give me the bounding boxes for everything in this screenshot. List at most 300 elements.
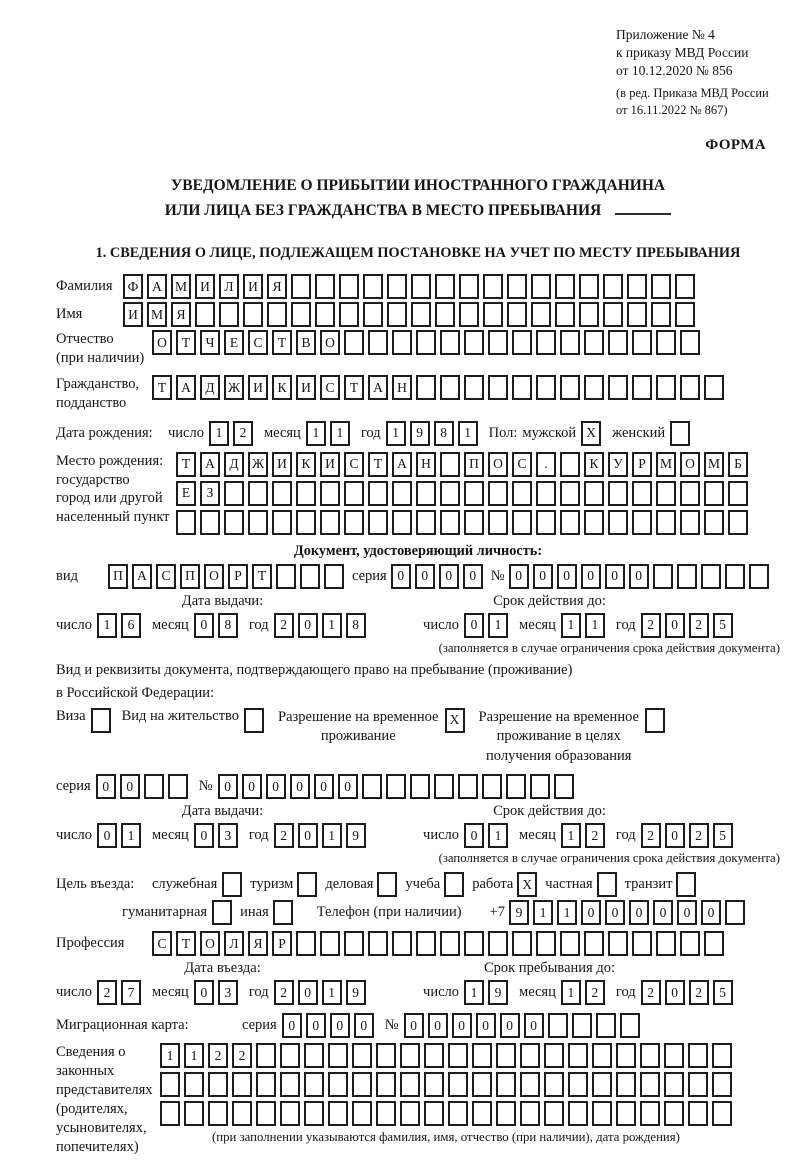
char-cell[interactable]: С — [512, 452, 532, 477]
char-cell[interactable] — [296, 481, 316, 506]
char-cell[interactable] — [387, 274, 407, 299]
char-cell[interactable]: 1 — [184, 1043, 204, 1068]
char-cell[interactable] — [208, 1101, 228, 1126]
char-cell[interactable]: 2 — [585, 980, 605, 1005]
char-cell[interactable] — [704, 375, 724, 400]
char-cell[interactable] — [344, 510, 364, 535]
char-cell[interactable] — [560, 330, 580, 355]
char-cell[interactable]: 0 — [330, 1013, 350, 1038]
residence-permit-checkbox[interactable] — [244, 708, 264, 733]
edu-residence-permit-checkbox[interactable] — [645, 708, 665, 733]
char-cell[interactable] — [568, 1043, 588, 1068]
char-cell[interactable]: О — [152, 330, 172, 355]
char-cell[interactable]: А — [176, 375, 196, 400]
char-cell[interactable] — [664, 1072, 684, 1097]
char-cell[interactable] — [608, 375, 628, 400]
char-cell[interactable] — [656, 375, 676, 400]
char-cell[interactable]: Ж — [248, 452, 268, 477]
char-cell[interactable] — [572, 1013, 592, 1038]
char-cell[interactable] — [725, 900, 745, 925]
char-cell[interactable]: 2 — [274, 613, 294, 638]
char-cell[interactable] — [168, 774, 188, 799]
char-cell[interactable] — [701, 564, 721, 589]
char-cell[interactable]: 0 — [290, 774, 310, 799]
char-cell[interactable]: 1 — [97, 613, 117, 638]
char-cell[interactable] — [328, 1101, 348, 1126]
char-cell[interactable]: 0 — [242, 774, 262, 799]
char-cell[interactable]: Р — [632, 452, 652, 477]
char-cell[interactable] — [656, 931, 676, 956]
char-cell[interactable] — [243, 302, 263, 327]
char-cell[interactable] — [507, 302, 527, 327]
purpose-business-checkbox[interactable] — [377, 872, 397, 897]
char-cell[interactable] — [688, 1043, 708, 1068]
char-cell[interactable] — [352, 1043, 372, 1068]
char-cell[interactable]: 0 — [298, 823, 318, 848]
char-cell[interactable]: 6 — [121, 613, 141, 638]
char-cell[interactable] — [416, 375, 436, 400]
char-cell[interactable]: 0 — [653, 900, 673, 925]
char-cell[interactable]: 1 — [121, 823, 141, 848]
char-cell[interactable] — [363, 274, 383, 299]
char-cell[interactable]: 0 — [557, 564, 577, 589]
char-cell[interactable]: 0 — [314, 774, 334, 799]
char-cell[interactable]: Т — [176, 452, 196, 477]
char-cell[interactable] — [482, 774, 502, 799]
char-cell[interactable] — [376, 1043, 396, 1068]
char-cell[interactable]: О — [204, 564, 224, 589]
char-cell[interactable]: И — [296, 375, 316, 400]
char-cell[interactable] — [488, 481, 508, 506]
char-cell[interactable]: 2 — [689, 980, 709, 1005]
char-cell[interactable]: 1 — [561, 823, 581, 848]
char-cell[interactable]: 0 — [463, 564, 483, 589]
char-cell[interactable] — [424, 1101, 444, 1126]
char-cell[interactable]: 0 — [439, 564, 459, 589]
char-cell[interactable]: А — [147, 274, 167, 299]
char-cell[interactable] — [608, 510, 628, 535]
char-cell[interactable]: 0 — [677, 900, 697, 925]
char-cell[interactable]: 9 — [509, 900, 529, 925]
char-cell[interactable] — [440, 510, 460, 535]
char-cell[interactable] — [296, 510, 316, 535]
char-cell[interactable] — [416, 510, 436, 535]
char-cell[interactable] — [368, 330, 388, 355]
char-cell[interactable] — [272, 481, 292, 506]
char-cell[interactable] — [320, 931, 340, 956]
char-cell[interactable]: Ф — [123, 274, 143, 299]
char-cell[interactable]: С — [320, 375, 340, 400]
char-cell[interactable] — [304, 1043, 324, 1068]
char-cell[interactable]: 2 — [274, 980, 294, 1005]
char-cell[interactable] — [320, 510, 340, 535]
char-cell[interactable]: Я — [267, 274, 287, 299]
char-cell[interactable] — [728, 510, 748, 535]
char-cell[interactable]: 0 — [428, 1013, 448, 1038]
temp-residence-permit-checkbox[interactable]: X — [445, 708, 465, 733]
char-cell[interactable] — [584, 931, 604, 956]
char-cell[interactable] — [704, 510, 724, 535]
char-cell[interactable] — [488, 510, 508, 535]
char-cell[interactable]: 0 — [298, 613, 318, 638]
char-cell[interactable] — [680, 931, 700, 956]
char-cell[interactable] — [267, 302, 287, 327]
char-cell[interactable]: 1 — [585, 613, 605, 638]
char-cell[interactable]: Н — [392, 375, 412, 400]
char-cell[interactable]: 0 — [464, 613, 484, 638]
char-cell[interactable] — [560, 481, 580, 506]
char-cell[interactable] — [296, 931, 316, 956]
char-cell[interactable] — [544, 1043, 564, 1068]
char-cell[interactable]: 2 — [641, 823, 661, 848]
char-cell[interactable] — [339, 274, 359, 299]
char-cell[interactable] — [392, 931, 412, 956]
char-cell[interactable] — [603, 302, 623, 327]
char-cell[interactable]: 0 — [533, 564, 553, 589]
char-cell[interactable] — [386, 774, 406, 799]
char-cell[interactable] — [656, 510, 676, 535]
char-cell[interactable] — [536, 330, 556, 355]
char-cell[interactable] — [512, 510, 532, 535]
char-cell[interactable]: 2 — [585, 823, 605, 848]
char-cell[interactable] — [584, 330, 604, 355]
char-cell[interactable] — [544, 1072, 564, 1097]
char-cell[interactable] — [632, 330, 652, 355]
char-cell[interactable] — [496, 1072, 516, 1097]
char-cell[interactable]: 0 — [464, 823, 484, 848]
char-cell[interactable] — [276, 564, 296, 589]
char-cell[interactable]: Д — [224, 452, 244, 477]
char-cell[interactable] — [339, 302, 359, 327]
purpose-private-checkbox[interactable] — [597, 872, 617, 897]
char-cell[interactable] — [616, 1101, 636, 1126]
char-cell[interactable] — [536, 931, 556, 956]
char-cell[interactable]: 1 — [306, 421, 326, 446]
char-cell[interactable]: О — [680, 452, 700, 477]
char-cell[interactable] — [675, 302, 695, 327]
char-cell[interactable] — [248, 510, 268, 535]
char-cell[interactable]: Т — [176, 931, 196, 956]
char-cell[interactable]: 0 — [338, 774, 358, 799]
char-cell[interactable]: С — [156, 564, 176, 589]
char-cell[interactable] — [712, 1043, 732, 1068]
char-cell[interactable] — [506, 774, 526, 799]
char-cell[interactable]: 0 — [266, 774, 286, 799]
char-cell[interactable] — [530, 774, 550, 799]
char-cell[interactable]: 2 — [232, 1043, 252, 1068]
char-cell[interactable]: 0 — [194, 980, 214, 1005]
char-cell[interactable] — [195, 302, 215, 327]
char-cell[interactable] — [472, 1043, 492, 1068]
char-cell[interactable] — [568, 1101, 588, 1126]
char-cell[interactable] — [344, 931, 364, 956]
purpose-transit-checkbox[interactable] — [676, 872, 696, 897]
char-cell[interactable] — [328, 1072, 348, 1097]
char-cell[interactable]: Т — [152, 375, 172, 400]
char-cell[interactable] — [256, 1072, 276, 1097]
char-cell[interactable] — [483, 302, 503, 327]
char-cell[interactable] — [160, 1072, 180, 1097]
char-cell[interactable]: М — [656, 452, 676, 477]
char-cell[interactable]: С — [248, 330, 268, 355]
char-cell[interactable] — [219, 302, 239, 327]
char-cell[interactable]: 0 — [194, 823, 214, 848]
char-cell[interactable]: 1 — [533, 900, 553, 925]
char-cell[interactable] — [512, 931, 532, 956]
char-cell[interactable] — [555, 302, 575, 327]
char-cell[interactable]: 8 — [218, 613, 238, 638]
char-cell[interactable] — [496, 1101, 516, 1126]
char-cell[interactable] — [416, 931, 436, 956]
char-cell[interactable] — [688, 1072, 708, 1097]
char-cell[interactable] — [483, 274, 503, 299]
char-cell[interactable] — [416, 330, 436, 355]
char-cell[interactable]: 0 — [415, 564, 435, 589]
char-cell[interactable]: А — [132, 564, 152, 589]
char-cell[interactable] — [656, 330, 676, 355]
char-cell[interactable] — [632, 510, 652, 535]
char-cell[interactable] — [392, 330, 412, 355]
char-cell[interactable] — [651, 274, 671, 299]
char-cell[interactable] — [256, 1043, 276, 1068]
char-cell[interactable]: О — [488, 452, 508, 477]
char-cell[interactable] — [232, 1072, 252, 1097]
char-cell[interactable] — [400, 1101, 420, 1126]
char-cell[interactable]: А — [368, 375, 388, 400]
char-cell[interactable] — [208, 1072, 228, 1097]
char-cell[interactable]: 0 — [581, 564, 601, 589]
char-cell[interactable]: 0 — [665, 613, 685, 638]
char-cell[interactable]: С — [152, 931, 172, 956]
char-cell[interactable]: Я — [171, 302, 191, 327]
char-cell[interactable]: 0 — [509, 564, 529, 589]
char-cell[interactable] — [596, 1013, 616, 1038]
char-cell[interactable]: И — [272, 452, 292, 477]
char-cell[interactable]: 0 — [629, 900, 649, 925]
char-cell[interactable] — [560, 452, 580, 477]
char-cell[interactable]: И — [248, 375, 268, 400]
char-cell[interactable] — [352, 1101, 372, 1126]
char-cell[interactable]: 0 — [282, 1013, 302, 1038]
char-cell[interactable] — [459, 274, 479, 299]
char-cell[interactable] — [315, 274, 335, 299]
purpose-tourism-checkbox[interactable] — [297, 872, 317, 897]
char-cell[interactable] — [531, 302, 551, 327]
char-cell[interactable] — [368, 481, 388, 506]
char-cell[interactable]: П — [108, 564, 128, 589]
char-cell[interactable]: 1 — [322, 613, 342, 638]
char-cell[interactable] — [440, 330, 460, 355]
char-cell[interactable]: Д — [200, 375, 220, 400]
char-cell[interactable] — [224, 481, 244, 506]
char-cell[interactable] — [411, 302, 431, 327]
char-cell[interactable]: 8 — [434, 421, 454, 446]
char-cell[interactable] — [464, 375, 484, 400]
char-cell[interactable]: С — [344, 452, 364, 477]
char-cell[interactable]: 0 — [665, 980, 685, 1005]
char-cell[interactable]: 1 — [330, 421, 350, 446]
char-cell[interactable]: 1 — [322, 980, 342, 1005]
char-cell[interactable] — [512, 330, 532, 355]
char-cell[interactable] — [434, 774, 454, 799]
char-cell[interactable]: 0 — [581, 900, 601, 925]
char-cell[interactable] — [400, 1072, 420, 1097]
char-cell[interactable] — [536, 510, 556, 535]
char-cell[interactable] — [472, 1101, 492, 1126]
char-cell[interactable]: 1 — [386, 421, 406, 446]
char-cell[interactable] — [555, 274, 575, 299]
char-cell[interactable] — [608, 931, 628, 956]
char-cell[interactable] — [592, 1043, 612, 1068]
char-cell[interactable]: О — [200, 931, 220, 956]
char-cell[interactable] — [184, 1072, 204, 1097]
char-cell[interactable] — [440, 452, 460, 477]
char-cell[interactable]: К — [272, 375, 292, 400]
char-cell[interactable] — [548, 1013, 568, 1038]
char-cell[interactable]: Л — [219, 274, 239, 299]
char-cell[interactable]: 9 — [346, 980, 366, 1005]
char-cell[interactable]: 0 — [120, 774, 140, 799]
char-cell[interactable]: 0 — [476, 1013, 496, 1038]
purpose-other-checkbox[interactable] — [273, 900, 293, 925]
char-cell[interactable]: П — [180, 564, 200, 589]
char-cell[interactable]: 0 — [665, 823, 685, 848]
char-cell[interactable] — [640, 1072, 660, 1097]
char-cell[interactable]: М — [147, 302, 167, 327]
char-cell[interactable] — [435, 302, 455, 327]
char-cell[interactable] — [232, 1101, 252, 1126]
char-cell[interactable] — [304, 1101, 324, 1126]
char-cell[interactable]: 0 — [306, 1013, 326, 1038]
char-cell[interactable]: Я — [248, 931, 268, 956]
char-cell[interactable] — [616, 1043, 636, 1068]
char-cell[interactable]: 0 — [404, 1013, 424, 1038]
char-cell[interactable]: 3 — [218, 980, 238, 1005]
char-cell[interactable] — [464, 510, 484, 535]
char-cell[interactable] — [712, 1101, 732, 1126]
char-cell[interactable] — [410, 774, 430, 799]
char-cell[interactable] — [680, 510, 700, 535]
char-cell[interactable]: 0 — [701, 900, 721, 925]
char-cell[interactable]: А — [200, 452, 220, 477]
char-cell[interactable] — [464, 481, 484, 506]
char-cell[interactable] — [315, 302, 335, 327]
char-cell[interactable]: 1 — [209, 421, 229, 446]
char-cell[interactable] — [725, 564, 745, 589]
char-cell[interactable] — [507, 274, 527, 299]
char-cell[interactable] — [387, 302, 407, 327]
char-cell[interactable]: Л — [224, 931, 244, 956]
char-cell[interactable]: 0 — [298, 980, 318, 1005]
char-cell[interactable] — [680, 481, 700, 506]
char-cell[interactable]: П — [464, 452, 484, 477]
char-cell[interactable] — [411, 274, 431, 299]
char-cell[interactable]: Р — [272, 931, 292, 956]
purpose-work-checkbox[interactable]: X — [517, 872, 537, 897]
char-cell[interactable]: И — [123, 302, 143, 327]
char-cell[interactable] — [728, 481, 748, 506]
char-cell[interactable] — [620, 1013, 640, 1038]
char-cell[interactable] — [579, 274, 599, 299]
char-cell[interactable]: 1 — [488, 613, 508, 638]
char-cell[interactable] — [248, 481, 268, 506]
char-cell[interactable]: 9 — [410, 421, 430, 446]
char-cell[interactable] — [536, 481, 556, 506]
char-cell[interactable] — [291, 274, 311, 299]
char-cell[interactable] — [584, 510, 604, 535]
char-cell[interactable]: 1 — [488, 823, 508, 848]
char-cell[interactable]: К — [296, 452, 316, 477]
char-cell[interactable]: Т — [272, 330, 292, 355]
char-cell[interactable]: 1 — [464, 980, 484, 1005]
char-cell[interactable] — [458, 774, 478, 799]
char-cell[interactable]: 2 — [689, 613, 709, 638]
char-cell[interactable] — [560, 375, 580, 400]
char-cell[interactable]: 1 — [561, 613, 581, 638]
char-cell[interactable] — [328, 1043, 348, 1068]
char-cell[interactable]: 0 — [500, 1013, 520, 1038]
char-cell[interactable]: 0 — [218, 774, 238, 799]
purpose-official-checkbox[interactable] — [222, 872, 242, 897]
char-cell[interactable]: М — [704, 452, 724, 477]
char-cell[interactable] — [520, 1101, 540, 1126]
char-cell[interactable] — [272, 510, 292, 535]
char-cell[interactable] — [304, 1072, 324, 1097]
char-cell[interactable]: 0 — [605, 564, 625, 589]
female-checkbox[interactable] — [670, 421, 690, 446]
char-cell[interactable]: 7 — [121, 980, 141, 1005]
char-cell[interactable]: Т — [344, 375, 364, 400]
char-cell[interactable] — [544, 1101, 564, 1126]
char-cell[interactable]: 2 — [274, 823, 294, 848]
char-cell[interactable] — [584, 375, 604, 400]
char-cell[interactable]: 1 — [160, 1043, 180, 1068]
char-cell[interactable] — [448, 1072, 468, 1097]
char-cell[interactable] — [608, 481, 628, 506]
char-cell[interactable] — [368, 510, 388, 535]
char-cell[interactable]: 5 — [713, 823, 733, 848]
purpose-study-checkbox[interactable] — [444, 872, 464, 897]
char-cell[interactable]: 5 — [713, 980, 733, 1005]
char-cell[interactable]: И — [243, 274, 263, 299]
char-cell[interactable]: И — [320, 452, 340, 477]
char-cell[interactable] — [664, 1043, 684, 1068]
char-cell[interactable]: 5 — [713, 613, 733, 638]
char-cell[interactable] — [176, 510, 196, 535]
char-cell[interactable] — [632, 931, 652, 956]
char-cell[interactable] — [291, 302, 311, 327]
char-cell[interactable]: 0 — [524, 1013, 544, 1038]
male-checkbox[interactable]: X — [581, 421, 601, 446]
char-cell[interactable] — [440, 375, 460, 400]
char-cell[interactable]: Т — [176, 330, 196, 355]
char-cell[interactable]: И — [195, 274, 215, 299]
char-cell[interactable]: 0 — [605, 900, 625, 925]
char-cell[interactable] — [200, 510, 220, 535]
char-cell[interactable] — [376, 1072, 396, 1097]
char-cell[interactable] — [464, 931, 484, 956]
char-cell[interactable]: 0 — [194, 613, 214, 638]
char-cell[interactable] — [435, 274, 455, 299]
char-cell[interactable]: Т — [368, 452, 388, 477]
char-cell[interactable] — [440, 931, 460, 956]
char-cell[interactable] — [632, 481, 652, 506]
char-cell[interactable] — [448, 1101, 468, 1126]
char-cell[interactable] — [488, 931, 508, 956]
char-cell[interactable] — [680, 330, 700, 355]
char-cell[interactable] — [160, 1101, 180, 1126]
char-cell[interactable]: Е — [176, 481, 196, 506]
